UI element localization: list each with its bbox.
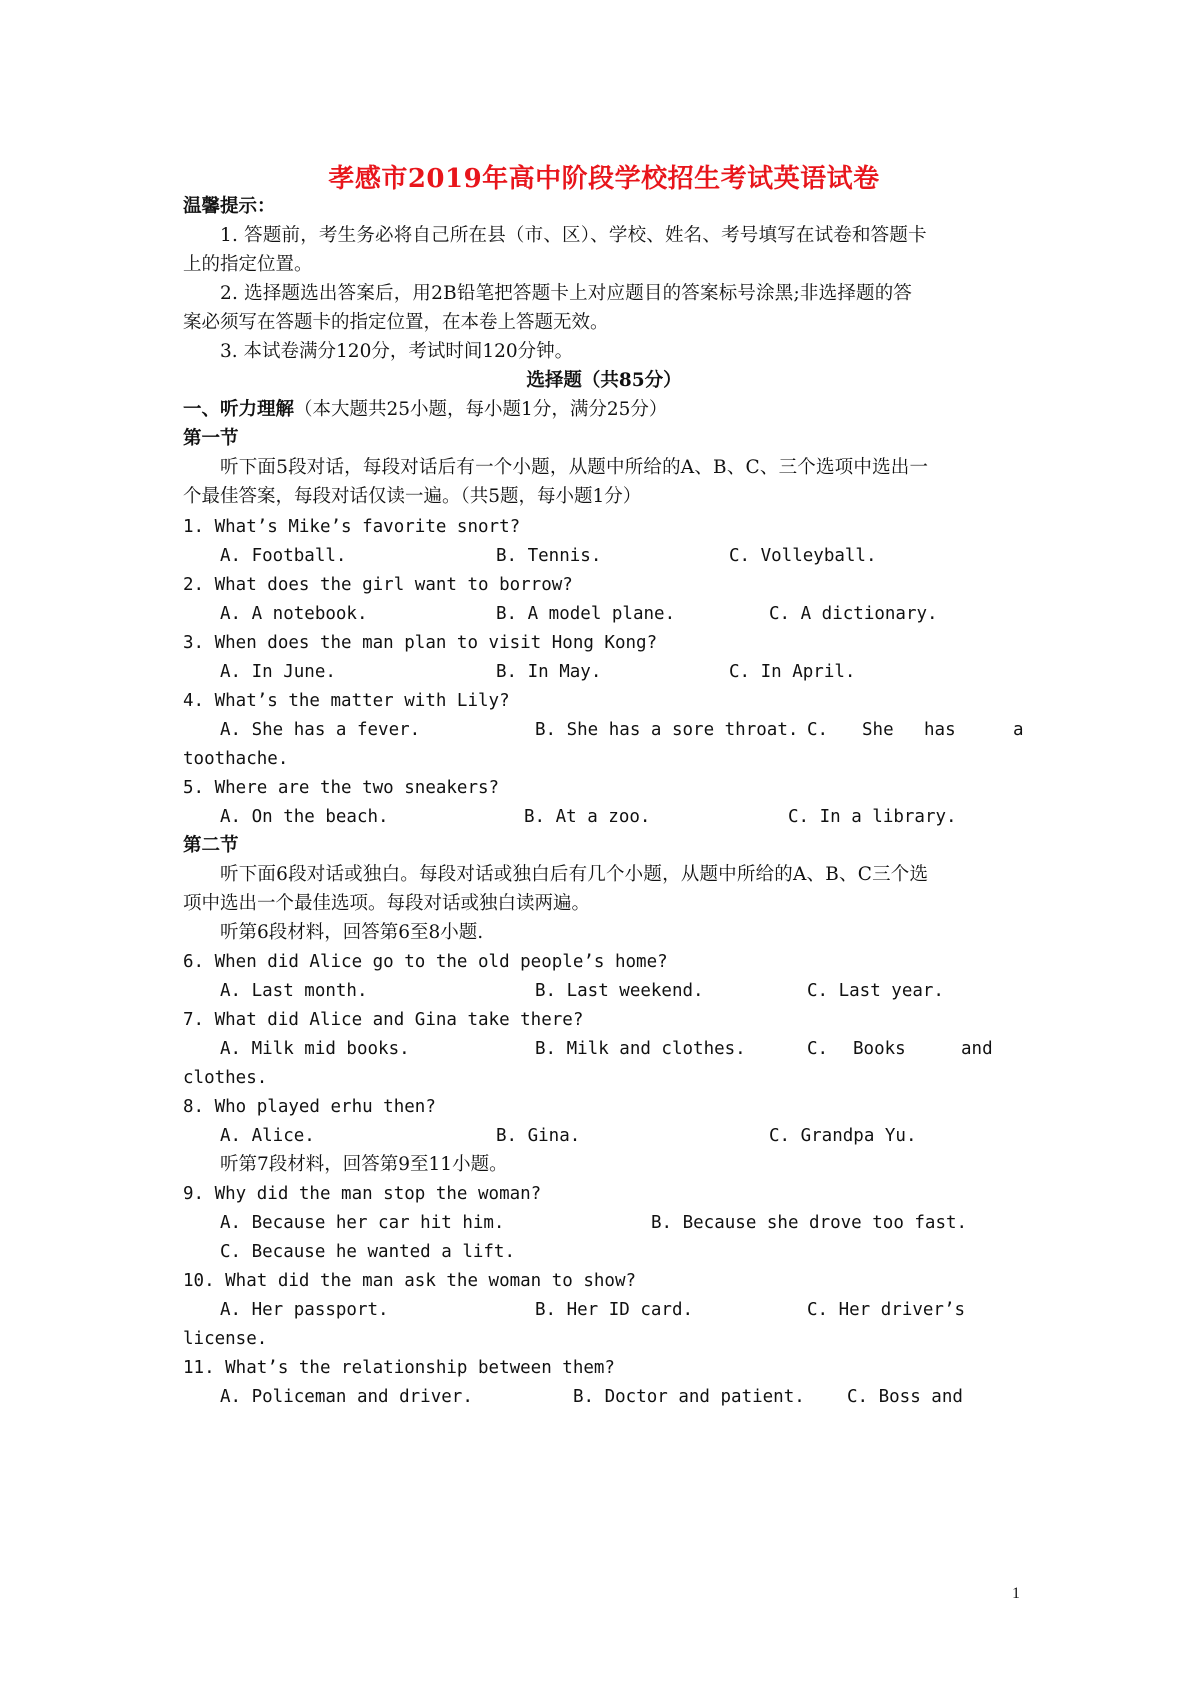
q10-option-c: C. Her driver’s	[807, 1300, 966, 1320]
q1-option-c: C. Volleyball.	[729, 546, 877, 566]
section-title: 选择题（共85分）	[526, 370, 682, 391]
q10-option-c-cont: license.	[183, 1329, 268, 1349]
question-4: 4. What’s the matter with Lily?	[183, 691, 510, 711]
q2-option-c: C. A dictionary.	[769, 604, 938, 624]
tips-heading: 温馨提示：	[183, 196, 276, 217]
q4-option-c-cont: toothache.	[183, 749, 289, 769]
q6-option-c: C. Last year.	[807, 981, 944, 1001]
question-6: 6. When did Alice go to the old people’s home?	[183, 952, 668, 972]
q6-option-a: A. Last month.	[220, 981, 368, 1001]
question-10: 10. What did the man ask the woman to show?	[183, 1271, 637, 1291]
q11-option-c: C. Boss and	[847, 1387, 963, 1407]
question-11: 11. What’s the relationship between them?	[183, 1358, 615, 1378]
q11-option-a: A. Policeman and driver.	[220, 1387, 473, 1407]
q7-option-b: B. Milk and clothes.	[535, 1039, 746, 1059]
q9-option-a: A. Because her car hit him.	[220, 1213, 505, 1233]
q10-option-b: B. Her ID card.	[535, 1300, 694, 1320]
q10-option-a: A. Her passport.	[220, 1300, 389, 1320]
q6-option-b: B. Last weekend.	[535, 981, 704, 1001]
q3-option-a: A. In June.	[220, 662, 336, 682]
question-9: 9. Why did the man stop the woman?	[183, 1184, 542, 1204]
q4-option-c-word-2: has	[924, 720, 956, 740]
q7-option-c-word-1: Books	[853, 1039, 906, 1059]
sec1-label: 第一节	[183, 428, 239, 449]
q7-option-c-label: C.	[807, 1039, 829, 1059]
q1-option-b: B. Tennis.	[496, 546, 602, 566]
q9-option-b: B. Because she drove too fast.	[651, 1213, 968, 1233]
part1-heading	[183, 395, 1025, 425]
question-7: 7. What did Alice and Gina take there?	[183, 1010, 584, 1030]
q4-option-a: A. She has a fever.	[220, 720, 421, 740]
q2-option-b: B. A model plane.	[496, 604, 676, 624]
tip-3: 3. 本试卷满分120分，考试时间120分钟。	[220, 341, 574, 362]
q5-option-a: A. On the beach.	[220, 807, 389, 827]
question-5: 5. Where are the two sneakers?	[183, 778, 500, 798]
tip-1-line-2: 上的指定位置。	[183, 254, 313, 275]
exam-title: 孝感市2019年高中阶段学校招生考试英语试卷	[328, 164, 880, 194]
part1-heading-bold: 一、听力理解	[183, 399, 295, 420]
q7-option-c-word-2: and	[961, 1039, 993, 1059]
question-1: 1. What’s Mike’s favorite snort?	[183, 517, 521, 537]
q5-option-c: C. In a library.	[788, 807, 957, 827]
question-2: 2. What does the girl want to borrow?	[183, 575, 573, 595]
q1-option-a: A. Football.	[220, 546, 347, 566]
q9-option-c: C. Because he wanted a lift.	[220, 1242, 516, 1262]
question-8: 8. Who played erhu then?	[183, 1097, 436, 1117]
part1-heading-rest: （本大题共25小题，每小题1分，满分25分）	[294, 399, 668, 420]
q7-option-a: A. Milk mid books.	[220, 1039, 410, 1059]
q7-option-c-cont: clothes.	[183, 1068, 268, 1088]
q4-option-c-label: C.	[807, 720, 829, 740]
q8-option-a: A. Alice.	[220, 1126, 315, 1146]
material-6: 听第6段材料，回答第6至8小题.	[220, 922, 484, 943]
page-number: 1	[1012, 1585, 1020, 1602]
sec2-instr-2: 项中选出一个最佳选项。每段对话或独白读两遍。	[183, 893, 591, 914]
q5-option-b: B. At a zoo.	[524, 807, 651, 827]
q8-option-b: B. Gina.	[496, 1126, 581, 1146]
q3-option-c: C. In April.	[729, 662, 856, 682]
tip-2-line-2: 案必须写在答题卡的指定位置，在本卷上答题无效。	[183, 312, 609, 333]
q3-option-b: B. In May.	[496, 662, 602, 682]
sec1-instr-2: 个最佳答案，每段对话仅读一遍。（共5题，每小题1分）	[183, 486, 642, 507]
sec2-instr-1: 听下面6段对话或独白。每段对话或独白后有几个小题，从题中所给的A、B、C三个选	[220, 864, 929, 885]
sec1-instr-1: 听下面5段对话，每段对话后有一个小题，从题中所给的A、B、C、三个选项中选出一	[220, 457, 929, 478]
question-3: 3. When does the man plan to visit Hong Kong?	[183, 633, 658, 653]
q8-option-c: C. Grandpa Yu.	[769, 1126, 917, 1146]
q4-option-b: B. She has a sore throat.	[535, 720, 799, 740]
tip-2-line-1: 2. 选择题选出答案后，用2B铅笔把答题卡上对应题目的答案标号涂黑;非选择题的答	[220, 283, 913, 304]
q4-option-c-word-3: a	[1013, 720, 1024, 740]
q2-option-a: A. A notebook.	[220, 604, 368, 624]
q4-option-c-word-1: She	[862, 720, 894, 740]
sec2-label: 第二节	[183, 835, 239, 856]
q11-option-b: B. Doctor and patient.	[573, 1387, 805, 1407]
tip-1-line-1: 1. 答题前，考生务必将自己所在县（市、区）、学校、姓名、考号填写在试卷和答题卡	[220, 225, 927, 246]
material-7: 听第7段材料，回答第9至11小题。	[220, 1154, 508, 1175]
